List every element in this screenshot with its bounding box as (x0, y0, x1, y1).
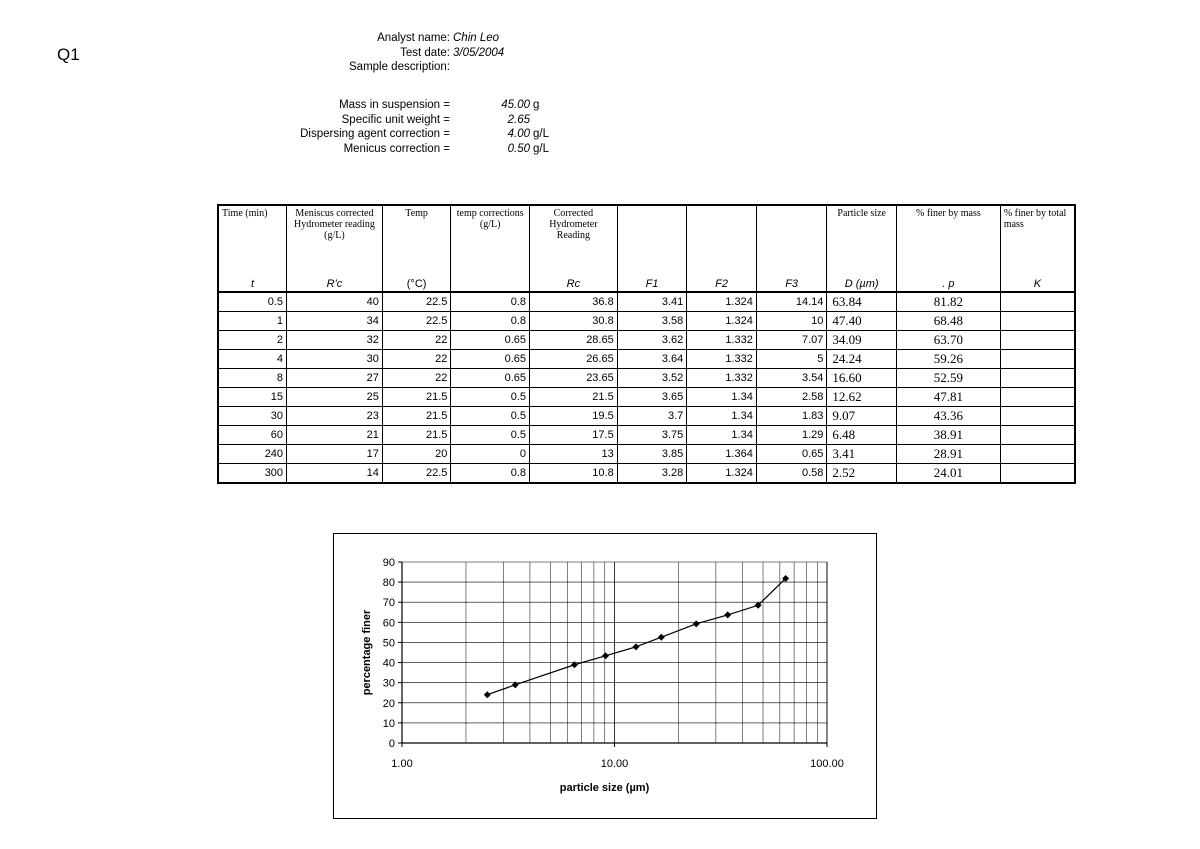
param-label: Specific unit weight = (341, 113, 450, 126)
param-value: 45.00 (501, 99, 530, 111)
column-symbol: R'c (287, 277, 383, 292)
x-tick-label: 100.00 (810, 758, 844, 770)
table-cell: 0.5 (451, 407, 530, 426)
table-cell: 23.65 (530, 369, 618, 388)
table-cell: 21.5 (382, 426, 451, 445)
column-symbol: F3 (756, 277, 827, 292)
table-cell (1000, 369, 1075, 388)
param-value: 0.50 (507, 142, 530, 155)
table-cell: 0.8 (451, 464, 530, 484)
param-value: 2.65 (507, 113, 530, 126)
table-cell: 12.62 (827, 388, 897, 407)
x-axis-label: particle size (µm) (559, 782, 650, 794)
column-symbol: D (µm) (827, 277, 897, 292)
table-cell: 19.5 (530, 407, 618, 426)
analyst-label: Analyst name: (377, 32, 450, 44)
table-row (218, 331, 1075, 350)
table-cell: 14 (287, 464, 383, 484)
question-label: Q1 (57, 45, 80, 64)
column-symbol: F1 (617, 277, 687, 292)
table-cell: 0.8 (451, 312, 530, 331)
table-cell: 3.7 (617, 407, 687, 426)
table-row (218, 292, 1075, 312)
table-cell: 3.58 (617, 312, 687, 331)
column-symbol: Rc (530, 277, 618, 292)
table-cell: 1.83 (756, 407, 827, 426)
table-cell: 3.28 (617, 464, 687, 484)
table-cell: 0.5 (451, 426, 530, 445)
table-cell: 21 (287, 426, 383, 445)
table-cell: 43.36 (896, 407, 1000, 426)
param-unit: g (533, 99, 540, 111)
table-cell: 40 (287, 292, 383, 312)
table-cell: 13 (530, 445, 618, 464)
table-cell: 32 (287, 331, 383, 350)
table-cell: 28.65 (530, 331, 618, 350)
table-row (218, 312, 1075, 331)
table-cell: 2.58 (756, 388, 827, 407)
param-label: Menicus correction = (343, 142, 450, 155)
table-cell: 27 (287, 369, 383, 388)
table-cell: 3.54 (756, 369, 827, 388)
column-header (687, 205, 757, 277)
table-cell: 22.5 (382, 292, 451, 312)
table-cell: 16.60 (827, 369, 897, 388)
table-row (218, 350, 1075, 369)
y-tick-label: 20 (382, 697, 395, 710)
param-unit (533, 113, 573, 128)
table-cell: 22.5 (382, 464, 451, 484)
table-cell: 20 (382, 445, 451, 464)
column-header: Meniscus corrected Hydrometer reading (g/L) (287, 205, 383, 277)
column-symbol: . p (896, 277, 1000, 292)
table-cell: 28.91 (896, 445, 1000, 464)
table-cell: 4 (218, 350, 287, 369)
table-cell (1000, 426, 1075, 445)
data-point-marker (602, 652, 609, 659)
table-cell: 1.332 (687, 350, 757, 369)
y-tick-label: 90 (382, 557, 395, 569)
table-cell: 3.64 (617, 350, 687, 369)
table-cell: 22 (382, 331, 451, 350)
sample-value (453, 60, 573, 75)
table-cell: 1.364 (687, 445, 757, 464)
table-cell: 22.5 (382, 312, 451, 331)
table-cell: 24.24 (827, 350, 897, 369)
table-cell: 0.8 (451, 292, 530, 312)
table-cell: 23 (287, 407, 383, 426)
table-cell: 7.07 (756, 331, 827, 350)
table-cell: 0.5 (451, 388, 530, 407)
table-cell: 30.8 (530, 312, 618, 331)
table-cell (1000, 292, 1075, 312)
table-cell: 3.52 (617, 369, 687, 388)
table-cell: 47.40 (827, 312, 897, 331)
table-cell: 0.65 (451, 331, 530, 350)
table-cell (1000, 331, 1075, 350)
table-cell (1000, 464, 1075, 484)
y-axis-label: percentage finer (361, 609, 373, 696)
table-cell: 300 (218, 464, 287, 484)
param-unit: g/L (533, 128, 549, 140)
column-symbol: t (218, 277, 287, 292)
table-cell: 1.324 (687, 312, 757, 331)
table-cell: 3.41 (827, 445, 897, 464)
table-cell: 26.65 (530, 350, 618, 369)
table-cell: 21.5 (530, 388, 618, 407)
params-values (455, 98, 530, 156)
table-cell: 15 (218, 388, 287, 407)
table-cell: 36.8 (530, 292, 618, 312)
table-cell: 240 (218, 445, 287, 464)
table-row (218, 407, 1075, 426)
table-cell: 0.5 (218, 292, 287, 312)
header-labels (160, 31, 450, 75)
params-units (533, 98, 573, 156)
table-cell: 17.5 (530, 426, 618, 445)
column-header: Corrected Hydrometer Reading (530, 205, 618, 277)
table-cell: 3.85 (617, 445, 687, 464)
table-cell (1000, 388, 1075, 407)
column-symbol: F2 (687, 277, 757, 292)
column-header: Time (min) (218, 205, 287, 277)
table-cell: 1.324 (687, 292, 757, 312)
table-cell: 1.34 (687, 388, 757, 407)
params-labels (160, 98, 450, 156)
table-cell: 1.332 (687, 331, 757, 350)
table-cell: 0.65 (756, 445, 827, 464)
table-cell: 1.34 (687, 426, 757, 445)
header-values (453, 31, 573, 75)
table-cell: 3.41 (617, 292, 687, 312)
column-symbol: (°C) (382, 277, 451, 292)
table-cell: 22 (382, 369, 451, 388)
date-value: 3/05/2004 (453, 46, 505, 59)
table-cell: 30 (287, 350, 383, 369)
column-header (756, 205, 827, 277)
table-cell: 1.29 (756, 426, 827, 445)
column-header: temp corrections (g/L) (451, 205, 530, 277)
param-value: 4.00 (507, 128, 530, 140)
table-cell: 3.65 (617, 388, 687, 407)
param-label: Dispersing agent correction = (300, 128, 450, 140)
table-cell: 2 (218, 331, 287, 350)
table-cell: 17 (287, 445, 383, 464)
table-cell: 1.332 (687, 369, 757, 388)
x-tick-label: 10.00 (600, 758, 629, 770)
table-cell: 47.81 (896, 388, 1000, 407)
y-tick-label: 70 (382, 597, 395, 610)
table-cell: 2.52 (827, 464, 897, 484)
param-label: Mass in suspension = (339, 99, 450, 111)
table-cell (1000, 407, 1075, 426)
table-cell: 30 (218, 407, 287, 426)
table-symbol-row (218, 277, 1075, 292)
table-cell: 34.09 (827, 331, 897, 350)
table-cell: 60 (218, 426, 287, 445)
y-tick-label: 80 (382, 577, 395, 590)
series-line (487, 578, 785, 694)
column-symbol: K (1000, 277, 1075, 292)
date-label: Test date: (400, 46, 450, 59)
table-row (218, 445, 1075, 464)
table-cell: 21.5 (382, 407, 451, 426)
table-cell: 8 (218, 369, 287, 388)
table-cell: 3.62 (617, 331, 687, 350)
column-header: Particle size (827, 205, 897, 277)
data-point-marker (658, 634, 665, 641)
table-cell: 1.324 (687, 464, 757, 484)
table-cell: 59.26 (896, 350, 1000, 369)
table-row (218, 464, 1075, 484)
particle-size-chart (333, 533, 876, 817)
table-cell: 5 (756, 350, 827, 369)
table-cell: 6.48 (827, 426, 897, 445)
table-cell: 38.91 (896, 426, 1000, 445)
sample-label: Sample description: (349, 61, 450, 73)
table-cell: 81.82 (896, 292, 1000, 312)
data-point-marker (484, 691, 491, 698)
table-cell: 21.5 (382, 388, 451, 407)
table-cell: 1.34 (687, 407, 757, 426)
table-cell: 24.01 (896, 464, 1000, 484)
data-point-marker (693, 620, 700, 627)
table-cell: 34 (287, 312, 383, 331)
column-header: Temp (382, 205, 451, 277)
data-point-marker (724, 611, 731, 618)
table-cell: 1 (218, 312, 287, 331)
table-cell: 68.48 (896, 312, 1000, 331)
data-point-marker (632, 643, 639, 650)
table-cell: 63.84 (827, 292, 897, 312)
table-cell: 9.07 (827, 407, 897, 426)
table-cell: 22 (382, 350, 451, 369)
table-cell: 52.59 (896, 369, 1000, 388)
y-tick-label: 10 (382, 717, 395, 730)
analyst-value: Chin Leo (453, 32, 500, 44)
y-tick-label: 60 (382, 617, 395, 630)
table-cell: 14.14 (756, 292, 827, 312)
table-cell: 0.58 (756, 464, 827, 484)
table-cell: 63.70 (896, 331, 1000, 350)
column-header: % finer by total mass (1000, 205, 1075, 277)
y-tick-label: 40 (382, 657, 395, 670)
table-cell: 25 (287, 388, 383, 407)
y-tick-label: 50 (382, 637, 395, 650)
table-header-row (218, 205, 1075, 277)
table-cell (1000, 445, 1075, 464)
column-symbol (451, 277, 530, 292)
y-tick-label: 0 (388, 738, 395, 750)
param-unit: g/L (533, 142, 549, 155)
table-cell (1000, 312, 1075, 331)
table-row (218, 388, 1075, 407)
table-cell: 10.8 (530, 464, 618, 484)
table-cell: 10 (756, 312, 827, 331)
x-tick-label: 1.00 (391, 758, 413, 770)
hydrometer-data-table (217, 204, 1076, 484)
table-cell: 0 (451, 445, 530, 464)
table-body (218, 292, 1075, 483)
table-cell (1000, 350, 1075, 369)
table-cell: 3.75 (617, 426, 687, 445)
y-tick-label: 30 (382, 677, 395, 690)
table-cell: 0.65 (451, 350, 530, 369)
column-header (617, 205, 687, 277)
table-row (218, 369, 1075, 388)
column-header: % finer by mass (896, 205, 1000, 277)
table-cell: 0.65 (451, 369, 530, 388)
table-row (218, 426, 1075, 445)
